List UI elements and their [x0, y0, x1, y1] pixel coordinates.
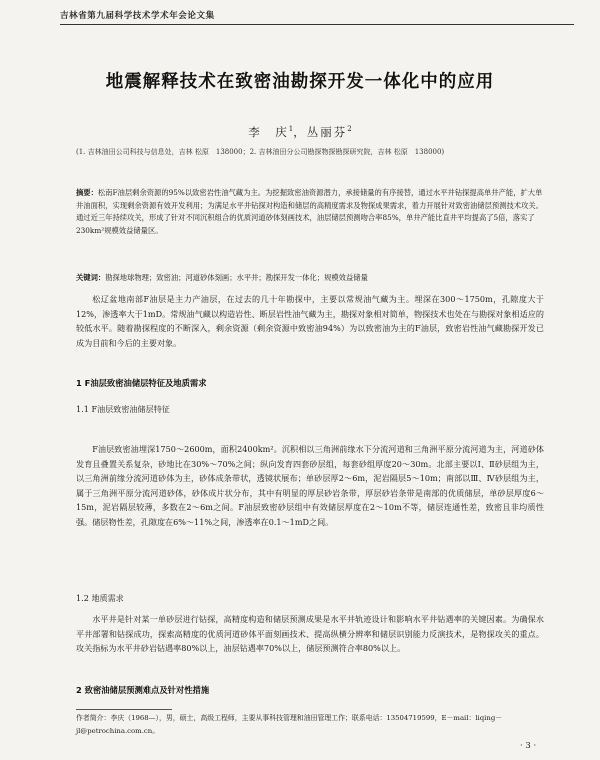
page-number: · 3 ·: [520, 741, 537, 751]
keywords: [76, 272, 544, 284]
paper-title: 地震解释技术在致密油勘探开发一体化中的应用: [105, 72, 495, 92]
subsection-heading: 1.2 地质需求: [76, 593, 124, 603]
author-affiliation-mark: 1: [288, 125, 294, 134]
section-heading: 1 F油层致密油储层特征及地质需求: [76, 378, 207, 388]
affiliations: (1. 吉林油田公司科技与信息处，吉林 松原 138000；2. 吉林油田分公司勘探物探勘探研究院，吉林 松原 138000): [76, 148, 445, 156]
footnote-rule: [76, 709, 172, 710]
keywords-label: 关键词：: [76, 273, 106, 282]
requirements-paragraph: 水平井是针对某一单砂层进行钻探，高精度构造和储层预测成果是水平井轨迹设计和影响水平井钻遇率的关键因素。为确保水平井部署和钻探成功，探索高精度的优质河道砂体平面刻画技术、提高纵横分辨率和储层识别能力反演技术，是物探攻关的重点。攻关指标为水平井砂岩钻遇率80%以上，油层钻遇率70%以上，储层预测符合率80%以上。: [76, 614, 544, 654]
section-heading: 2 致密油储层预测难点及针对性措施: [76, 685, 210, 695]
intro-paragraph: 松辽盆地南部F油层是主力产油层，在过去的几十年勘探中，主要以常规油气藏为主。埋深在300～1750m，孔隙度大于12%，渗透率大于1mD。常规油气藏以构造岩性、断层岩性油气藏为主，勘探对象相对简单，物探技术也处在与勘探对象相适应的较低水平。随着勘探程度的不断深入，剩余资源（剩余资源中致密油94%）为以致密油为主的F油层，致密岩性油气藏勘探开发已成为目前和今后的主要对象。: [76, 294, 544, 348]
abstract-text: 松南F油层剩余资源的95%以致密岩性油气藏为主。为挖掘致密油资源潜力，承接储量的有序接替，通过水平井钻探提高单井产能，扩大单井油面积，实现剩余资源有效开发利用；为满足水平井钻探对构造和储层的高精度需求及物探成果需求，着力开展针对致密油储层预测技术攻关。通过近三年持续攻关，形成了针对不同沉积组合的优质河道砂体刻画技术，油层储层预测吻合率85%，单井产能比直井平均提高了5倍，落实了230km²规模效益储量区。: [76, 188, 543, 235]
header-rule: [60, 24, 574, 25]
running-header: 吉林省第九届科学技术学术年会论文集: [60, 11, 215, 21]
author-affiliation-mark: 2: [347, 125, 352, 134]
subsection-heading: 1.1 F油层致密油储层特征: [76, 404, 170, 414]
author-separator: ，: [293, 125, 307, 139]
reservoir-paragraph: F油层致密油埋深1750～2600m，面积2400km²。沉积相以三角洲前缘水下分流河道和三角洲平原分流河道为主，河道砂体发育且叠置关系复杂，砂地比在30%～70%之间；纵向发育四套砂层组，每套砂组厚度20～30m。北部主要以Ⅰ、Ⅱ砂层组为主，以三角洲前缘分流河道砂体为主，砂体成条带状，透镜状展布；单砂层厚2～6m，泥岩隔层5～10m；南部以Ⅲ、Ⅳ砂层组为主，属于三角洲平原分流河道砂体，砂体成片状分布，其中有明显的厚层砂岩条带，厚层砂岩条带是南部的优质储层，单砂层厚度6～15m，泥岩隔层较薄，多数在2～6m之间。F油层致密砂层组中有效储层厚度在2～10m不等，储层连通性差，致密且非均质性强。储层物性差，孔隙度在6%～11%之间，渗透率在0.1～1mD之间。: [76, 444, 544, 527]
author-name: 李 庆: [248, 125, 289, 139]
author-footnote: 作者简介：李庆（1968—），男，硕士，高级工程师，主要从事科技管理和油田管理工作；联系电话：13504719599，E－mail：liqing－jl@petrochina.com.cn。: [76, 714, 503, 735]
abstract: [76, 187, 544, 237]
keywords-text: 勘探地球物理；致密油；河道砂体刻画；水平井；勘探开发一体化；规模效益储量: [105, 273, 368, 282]
author-name: 丛丽芬: [306, 125, 348, 139]
abstract-label: 摘要：: [76, 188, 98, 197]
authors-line: [0, 124, 600, 140]
